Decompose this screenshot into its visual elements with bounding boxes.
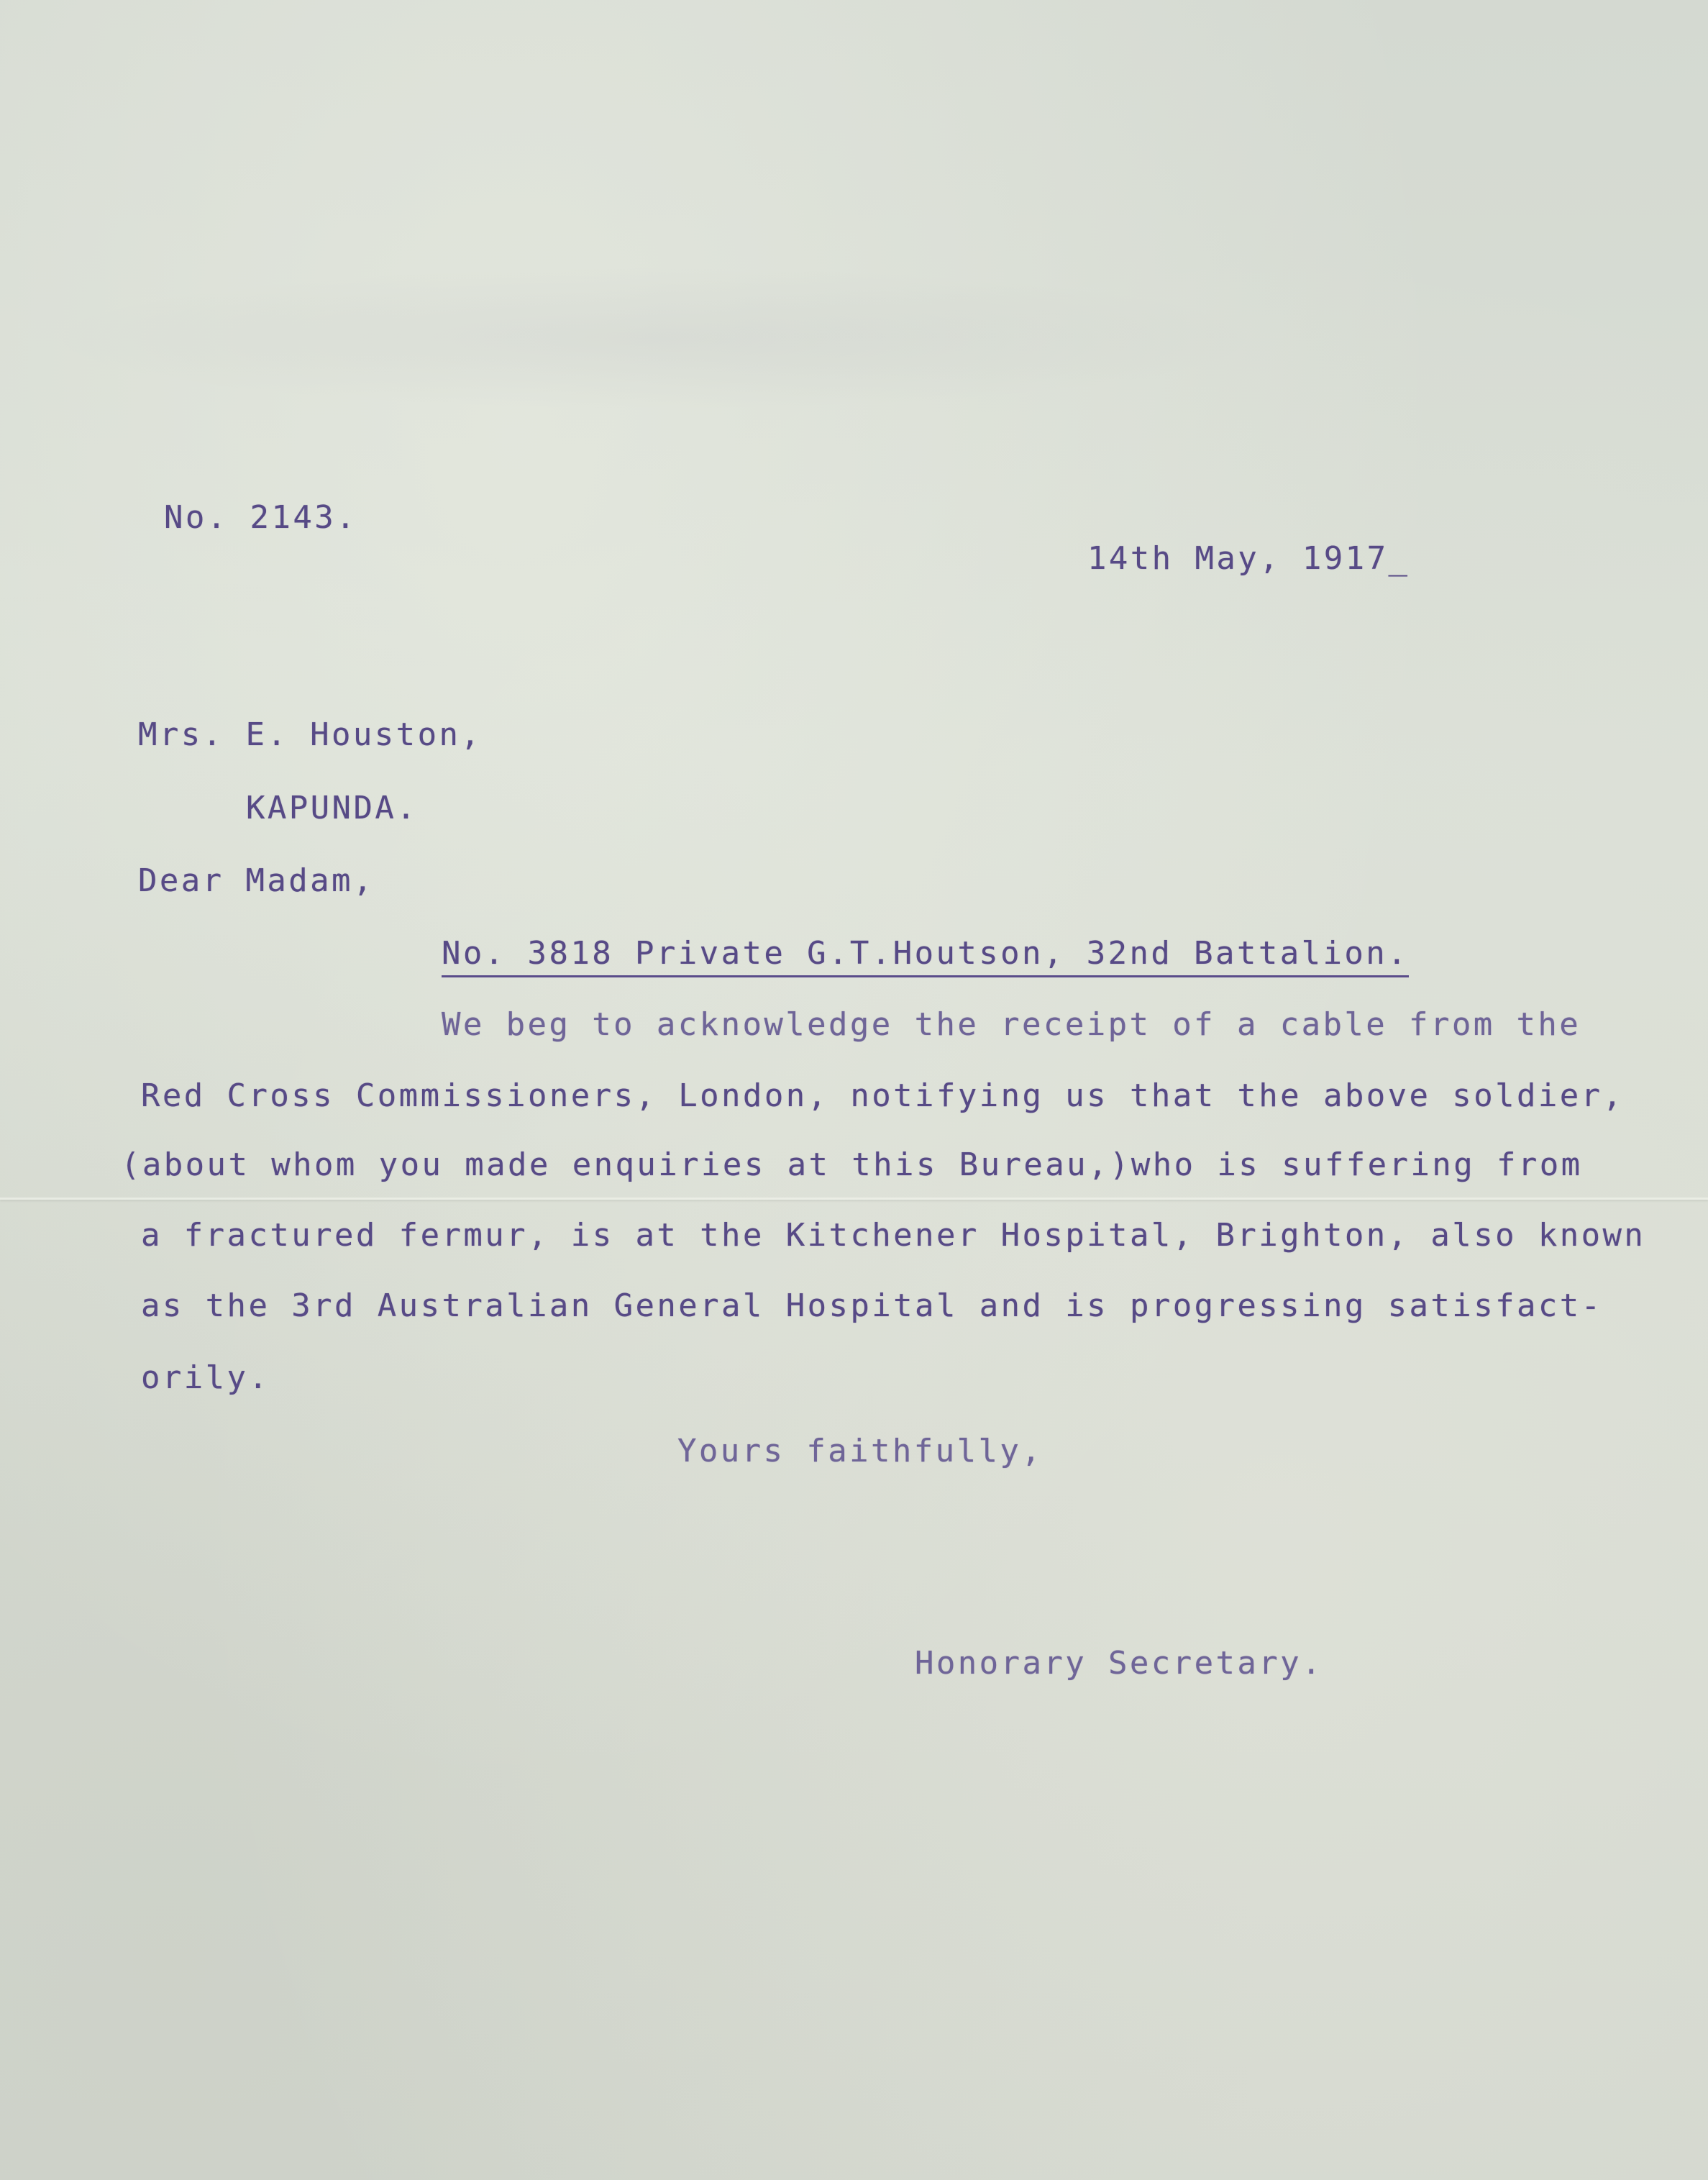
paper-fold-line	[0, 1198, 1708, 1200]
addressee-name: Mrs. E. Houston,	[138, 716, 483, 753]
body-line-2: Red Cross Commissioners, London, notifying us that the above soldier,	[141, 1077, 1625, 1114]
body-line-5: as the 3rd Australian General Hospital and is progressing satisfact-	[141, 1287, 1603, 1324]
show-through-stain	[43, 266, 1266, 410]
body-line-4: a fractured fermur, is at the Kitchener Hospital, Brighton, also known	[141, 1217, 1646, 1254]
letter-date: 14th May, 1917_	[1087, 540, 1410, 577]
signature-title: Honorary Secretary.	[915, 1645, 1323, 1682]
subject-line: No. 3818 Private G.T.Houtson, 32nd Battalion.	[442, 934, 1409, 977]
closing: Yours faithfully,	[677, 1433, 1043, 1469]
reference-number: No. 2143.	[164, 499, 358, 536]
addressee-place: KAPUNDA.	[246, 790, 419, 826]
body-line-3: (about whom you made enquiries at this Bureau,)who is suffering from	[121, 1146, 1583, 1183]
body-line-6: orily.	[141, 1359, 270, 1396]
salutation: Dear Madam,	[138, 862, 375, 899]
body-line-1: We beg to acknowledge the receipt of a cable from the	[442, 1006, 1581, 1043]
